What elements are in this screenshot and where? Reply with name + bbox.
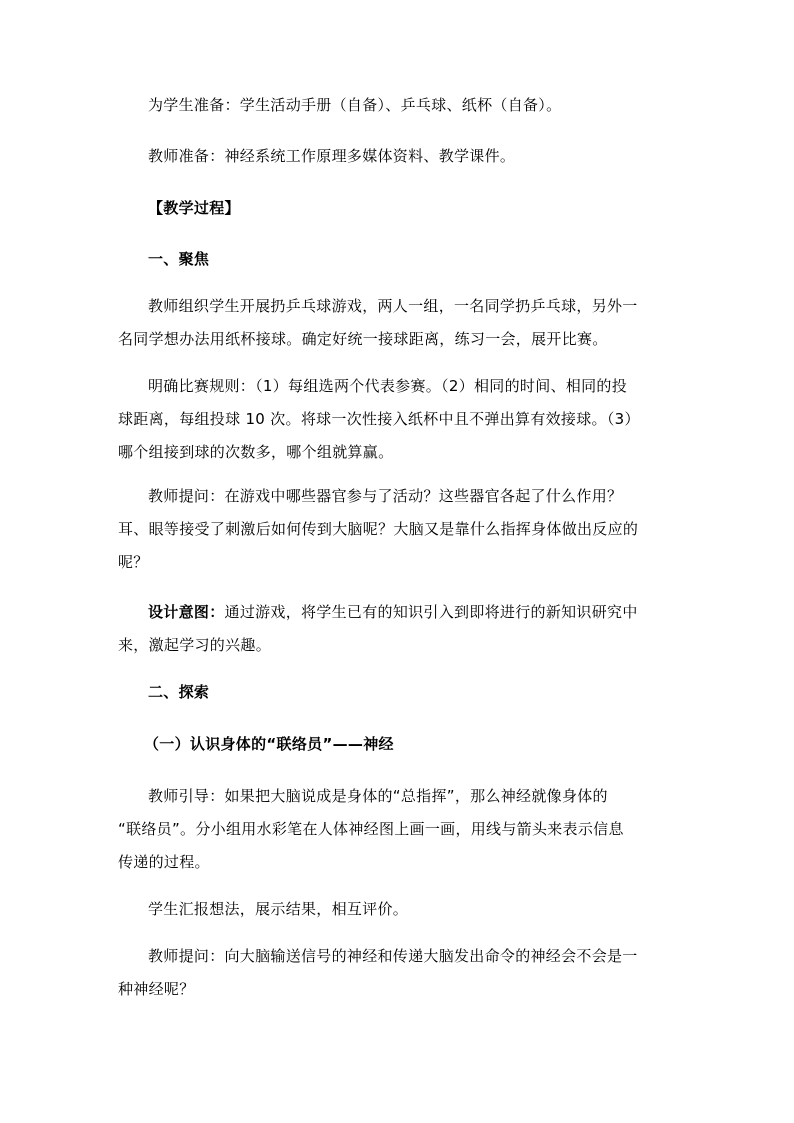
question1-paragraph xyxy=(118,480,678,579)
question2-paragraph xyxy=(118,940,678,1006)
design-intent-line-1 xyxy=(118,596,678,629)
question2-line-2: 种神经呢？ xyxy=(118,980,195,998)
section-explore-heading-text: 二、探索 xyxy=(148,683,210,701)
rules-line-1: 明确比赛规则：（1）每组选两个代表参赛。（2）相同的时间、相同的投 xyxy=(148,377,627,395)
process-heading xyxy=(118,192,678,225)
guide-paragraph xyxy=(118,780,678,879)
rules-line-2: 球距离，每组投球 10 次。将球一次性接入纸杯中且不弹出算有效接球。（3） xyxy=(118,410,640,428)
game-line-2: 名同学想办法用纸杯接球。确定好统一接球距离，练习一会，展开比赛。 xyxy=(118,330,608,348)
game-paragraph xyxy=(118,290,678,356)
report-text: 学生汇报想法，展示结果，相互评价。 xyxy=(148,900,409,918)
design-intent-paragraph xyxy=(118,596,678,662)
subsection-nerves-heading xyxy=(144,728,704,761)
guide-line-2: “联络员”。分小组用水彩笔在人体神经图上画一画，用线与箭头来表示信息 xyxy=(118,820,624,838)
question1-line-3: 呢？ xyxy=(118,553,149,571)
rules-paragraph xyxy=(118,370,678,469)
design-intent-line-2: 来，激起学习的兴趣。 xyxy=(118,636,272,654)
rules-line-3: 哪个组接到球的次数多，哪个组就算赢。 xyxy=(118,443,394,461)
question1-line-2: 耳、眼等接受了刺激后如何传到大脑呢？大脑又是靠什么指挥身体做出反应的 xyxy=(118,520,639,538)
prep-students-paragraph xyxy=(118,89,678,122)
prep-students-text: 为学生准备：学生活动手册（自备）、乒乓球、纸杯（自备）。 xyxy=(148,96,562,114)
section-focus-heading-text: 一、聚焦 xyxy=(148,250,210,268)
section-explore-heading xyxy=(118,676,678,709)
design-intent-text-1: 通过游戏，将学生已有的知识引入到即将进行的新知识研究中 xyxy=(224,603,638,621)
question1-line-1: 教师提问：在游戏中哪些器官参与了活动？这些器官各起了什么作用？ xyxy=(148,487,623,505)
guide-line-1: 教师引导：如果把大脑说成是身体的“总指挥”，那么神经就像身体的 xyxy=(148,787,608,805)
prep-teacher-text: 教师准备：神经系统工作原理多媒体资料、教学课件。 xyxy=(148,147,516,165)
design-intent-label: 设计意图： xyxy=(148,603,225,621)
report-paragraph xyxy=(118,893,678,926)
prep-teacher-paragraph xyxy=(118,140,678,173)
question2-line-1: 教师提问：向大脑输送信号的神经和传递大脑发出命令的神经会不会是一 xyxy=(148,947,638,965)
process-heading-text: 【教学过程】 xyxy=(148,199,240,217)
section-focus-heading xyxy=(118,243,678,276)
game-line-1: 教师组织学生开展扔乒乓球游戏，两人一组，一名同学扔乒乓球，另外一 xyxy=(148,297,638,315)
subsection-nerves-heading-text: （一）认识身体的“联络员”——神经 xyxy=(144,735,394,753)
guide-line-3: 传递的过程。 xyxy=(118,853,210,871)
